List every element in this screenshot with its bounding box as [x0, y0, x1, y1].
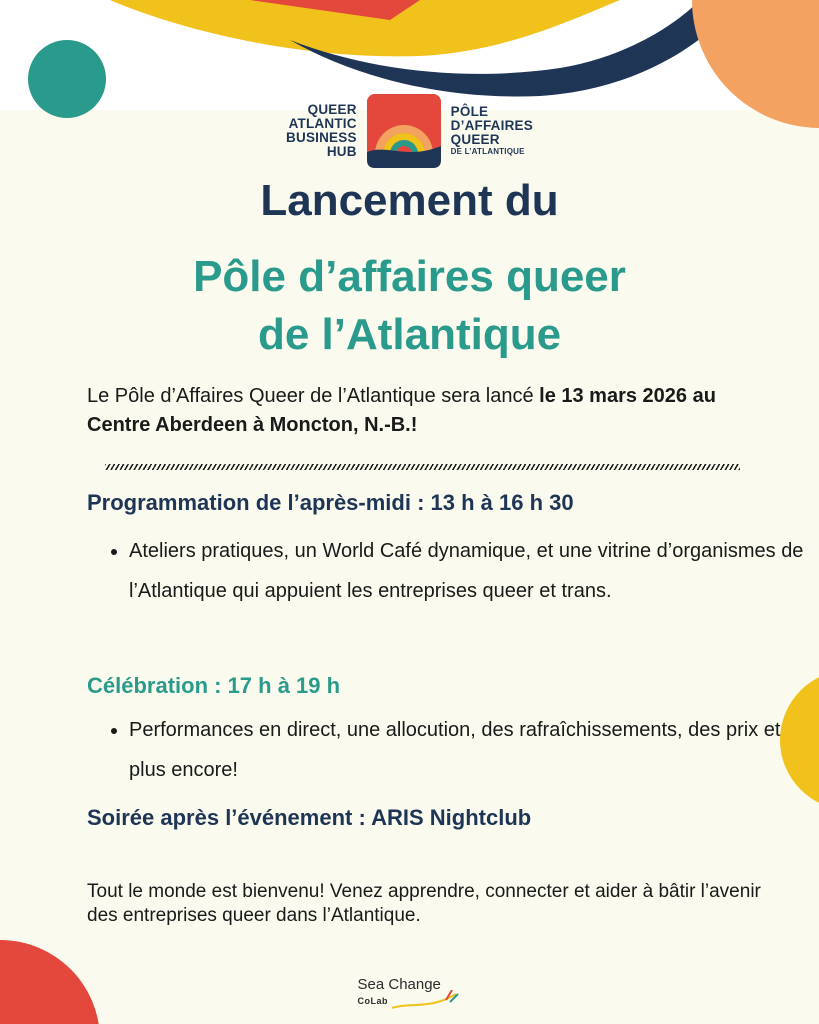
hatched-divider — [105, 464, 740, 470]
afternoon-list — [105, 531, 809, 611]
list-item: • Performances en direct, une allocution, des rafraîchissements, des prix et plus encore! — [129, 710, 809, 790]
intro-paragraph: Le Pôle d’Affaires Queer de l’Atlantique sera lancé le 13 mars 2026 au Centre Aberdeen à Moncton, N.-B.! — [87, 385, 716, 436]
after-party-heading: Soirée après l’événement : ARIS Nightclub — [87, 805, 532, 830]
celebration-heading: Célébration : 17 h à 19 h — [87, 673, 341, 698]
hub-logo — [0, 94, 819, 168]
celebration-list — [105, 710, 809, 790]
list-item: • Ateliers pratiques, un World Café dynamique, et une vitrine d’organismes de l’Atlantique qui appuient les entreprises queer et trans. — [129, 531, 809, 611]
title-hub-name: Pôle d’affaires queer de l’Atlantique — [193, 252, 626, 359]
sea-change-logo — [0, 972, 819, 1012]
logo-text-french: PÔLE D’AFFAIRES QUEER DE L’ATLANTIQUE — [450, 104, 533, 156]
title-lancement: Lancement du — [260, 176, 559, 225]
sea-change-sub: CoLab — [357, 996, 388, 1006]
logo-text-english: QUEER ATLANTIC BUSINESS HUB — [286, 102, 357, 159]
closing-paragraph: Tout le monde est bienvenu! Venez apprendre, connecter et aider à bâtir l’avenir des entreprises queer dans l’Atlantique. — [87, 881, 761, 926]
rainbow-logo-icon — [367, 94, 441, 168]
swoosh-icon — [390, 990, 460, 1012]
sea-change-name: Sea Change — [357, 976, 441, 993]
afternoon-heading: Programmation de l’après-midi : 13 h à 16 h 30 — [87, 490, 574, 515]
